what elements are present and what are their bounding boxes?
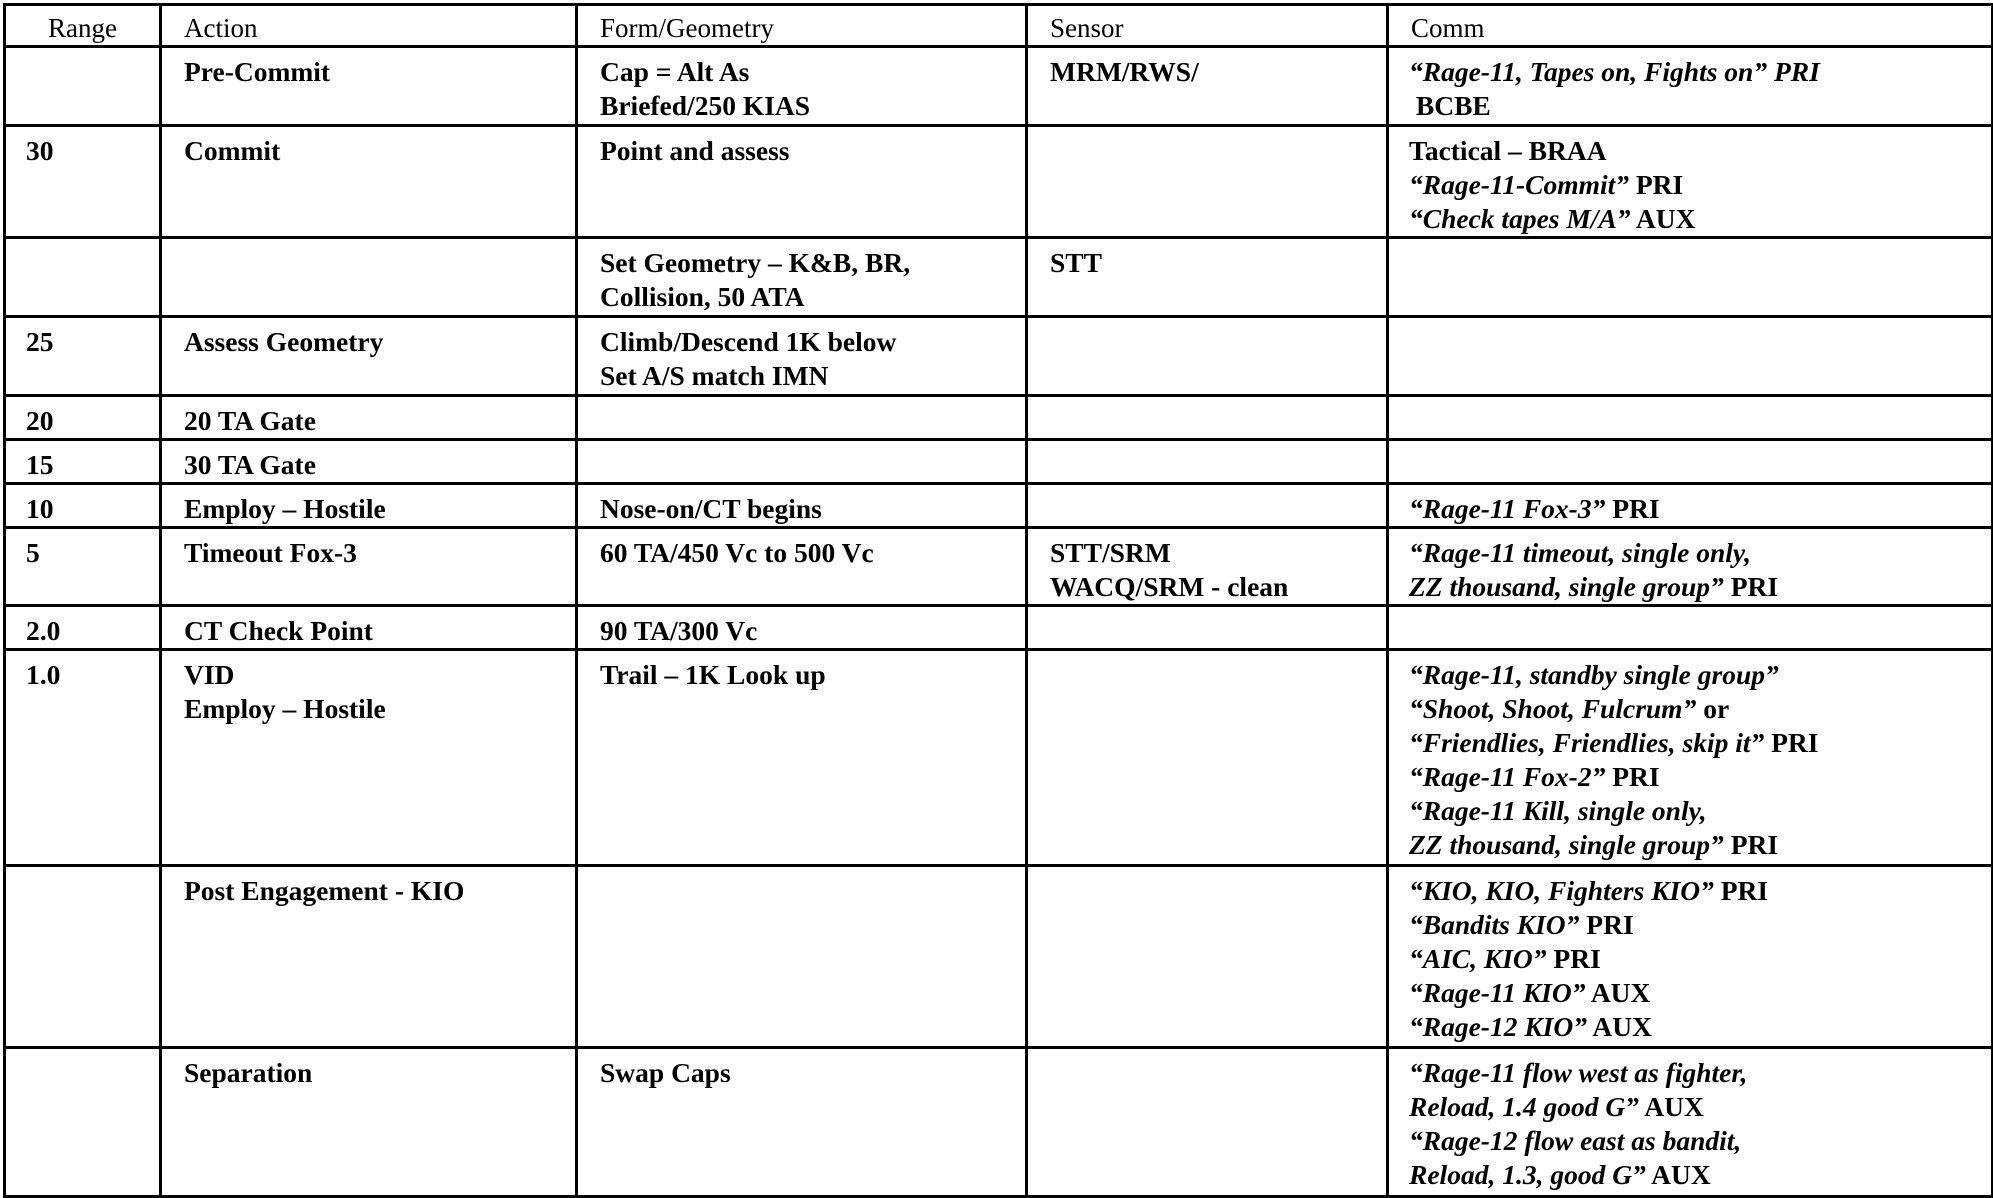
- action-cell: [161, 396, 577, 440]
- comm-line: [1409, 55, 1991, 89]
- header-comm: Comm: [1388, 5, 1993, 47]
- form-geometry-cell: [577, 1048, 1027, 1197]
- quoted-call: “Friendlies, Friendlies, skip it”: [1409, 727, 1765, 758]
- channel-label: AUX: [1587, 1011, 1652, 1042]
- cell-line: Separation: [184, 1057, 313, 1088]
- action-cell: [161, 484, 577, 528]
- comm-line: [1409, 202, 1991, 236]
- table-row: [5, 126, 1993, 238]
- action-cell: [161, 606, 577, 650]
- sensor-cell: [1027, 238, 1388, 317]
- comm-line: [1409, 908, 1991, 942]
- cell-line: STT/SRM: [1050, 537, 1171, 568]
- table-row: [5, 396, 1993, 440]
- action-cell: [161, 650, 577, 866]
- range-cell: [5, 396, 161, 440]
- quoted-call: “Rage-11 Fox-3”: [1409, 493, 1606, 524]
- cell-line: VID: [184, 659, 235, 690]
- form-geometry-cell: [577, 866, 1027, 1048]
- action-cell: [161, 528, 577, 606]
- sensor-cell: [1027, 47, 1388, 126]
- quoted-call: “Shoot, Shoot, Fulcrum”: [1409, 693, 1697, 724]
- sensor-cell: [1027, 317, 1388, 396]
- quoted-call: “KIO, KIO, Fighters KIO”: [1409, 875, 1714, 906]
- header-action: Action: [161, 5, 577, 47]
- quoted-call: “Rage-11 timeout, single only,: [1409, 537, 1751, 568]
- sensor-cell: [1027, 484, 1388, 528]
- cell-line: Point and assess: [600, 135, 790, 166]
- channel-label: AUX: [1630, 203, 1696, 234]
- cell-line: 1.0: [26, 659, 61, 690]
- comm-cell: [1388, 606, 1993, 650]
- table-row: [5, 238, 1993, 317]
- sensor-cell: [1027, 866, 1388, 1048]
- range-cell: [5, 126, 161, 238]
- channel-label: Tactical – BRAA: [1409, 135, 1607, 166]
- comm-line: [1409, 976, 1991, 1010]
- form-geometry-cell: [577, 47, 1027, 126]
- quoted-call: “Rage-11 flow west as fighter,: [1409, 1057, 1748, 1088]
- table-row: [5, 484, 1993, 528]
- cell-line: 30: [26, 135, 54, 166]
- cell-line: Post Engagement - KIO: [184, 875, 465, 906]
- range-cell: [5, 528, 161, 606]
- range-cell: [5, 238, 161, 317]
- comm-line: [1409, 692, 1991, 726]
- cell-line: 20: [26, 405, 54, 436]
- cell-line: CT Check Point: [184, 615, 373, 646]
- action-cell: [161, 238, 577, 317]
- cell-line: 20 TA Gate: [184, 405, 316, 436]
- comm-line: [1409, 942, 1991, 976]
- comm-cell: [1388, 47, 1993, 126]
- sensor-cell: [1027, 606, 1388, 650]
- form-geometry-cell: [577, 126, 1027, 238]
- cell-line: Climb/Descend 1K below: [600, 326, 897, 357]
- comm-cell: [1388, 126, 1993, 238]
- comm-cell: [1388, 650, 1993, 866]
- cell-line: Cap = Alt As: [600, 56, 750, 87]
- cell-line: 60 TA/450 Vc to 500 Vc: [600, 537, 874, 568]
- channel-label: PRI: [1723, 829, 1779, 860]
- channel-label: PRI: [1723, 571, 1779, 602]
- comm-cell: [1388, 238, 1993, 317]
- action-cell: [161, 317, 577, 396]
- cell-line: Assess Geometry: [184, 326, 384, 357]
- range-cell: [5, 47, 161, 126]
- channel-label: AUX: [1585, 977, 1651, 1008]
- form-geometry-cell: [577, 606, 1027, 650]
- cell-line: 30 TA Gate: [184, 449, 316, 480]
- cell-line: Employ – Hostile: [184, 693, 386, 724]
- comm-cell: [1388, 317, 1993, 396]
- quoted-call: “AIC, KIO”: [1409, 943, 1547, 974]
- cell-line: WACQ/SRM - clean: [1050, 571, 1289, 602]
- cell-line: 2.0: [26, 615, 61, 646]
- comm-line: [1409, 794, 1991, 828]
- cell-line: 90 TA/300 Vc: [600, 615, 758, 646]
- table-row: [5, 528, 1993, 606]
- quoted-call: “Rage-12 flow east as bandit,: [1409, 1125, 1742, 1156]
- engagement-table: [3, 3, 1993, 1198]
- sensor-cell: [1027, 440, 1388, 484]
- header-sensor: Sensor: [1027, 5, 1388, 47]
- comm-line: [1409, 570, 1991, 604]
- table-row: [5, 1048, 1993, 1197]
- cell-line: Pre-Commit: [184, 56, 331, 87]
- cell-line: Collision, 50 ATA: [600, 281, 805, 312]
- cell-line: Trail – 1K Look up: [600, 659, 826, 690]
- table-row: [5, 606, 1993, 650]
- comm-line: [1409, 874, 1991, 908]
- table-row: [5, 440, 1993, 484]
- cell-line: Employ – Hostile: [184, 493, 386, 524]
- quoted-call: “Rage-11, Tapes on, Fights on” PRI: [1409, 56, 1820, 87]
- quoted-call: Reload, 1.4 good G”: [1409, 1091, 1639, 1122]
- table-row: [5, 866, 1993, 1048]
- table-row: [5, 317, 1993, 396]
- channel-label: PRI: [1764, 727, 1819, 758]
- quoted-call: “Rage-11, standby single group”: [1409, 659, 1779, 690]
- comm-line: [1409, 1124, 1991, 1158]
- cell-line: 5: [26, 537, 40, 568]
- quoted-call: ZZ thousand, single group”: [1409, 829, 1724, 860]
- range-cell: [5, 606, 161, 650]
- channel-label: or: [1696, 693, 1730, 724]
- quoted-call: “Rage-11 Kill, single only,: [1409, 795, 1707, 826]
- comm-line: [1409, 89, 1991, 123]
- channel-label: PRI: [1546, 943, 1601, 974]
- comm-cell: [1388, 440, 1993, 484]
- cell-line: 10: [26, 493, 54, 524]
- comm-line: [1409, 828, 1991, 862]
- form-geometry-cell: [577, 317, 1027, 396]
- range-cell: [5, 484, 161, 528]
- comm-line: [1409, 168, 1991, 202]
- action-cell: [161, 47, 577, 126]
- header-form-geometry: Form/Geometry: [577, 5, 1027, 47]
- form-geometry-cell: [577, 440, 1027, 484]
- channel-label: PRI: [1605, 493, 1660, 524]
- cell-line: 25: [26, 326, 54, 357]
- sensor-cell: [1027, 126, 1388, 238]
- cell-line: Nose-on/CT begins: [600, 493, 822, 524]
- sensor-cell: [1027, 650, 1388, 866]
- table-row: [5, 650, 1993, 866]
- table-row: [5, 47, 1993, 126]
- comm-cell: [1388, 528, 1993, 606]
- comm-cell: [1388, 396, 1993, 440]
- form-geometry-cell: [577, 484, 1027, 528]
- comm-line: [1409, 726, 1991, 760]
- form-geometry-cell: [577, 528, 1027, 606]
- comm-line: [1409, 492, 1991, 526]
- quoted-call: ZZ thousand, single group”: [1409, 571, 1724, 602]
- comm-cell: [1388, 1048, 1993, 1197]
- channel-label: PRI: [1605, 761, 1660, 792]
- sensor-cell: [1027, 1048, 1388, 1197]
- action-cell: [161, 440, 577, 484]
- comm-line: [1409, 1056, 1991, 1090]
- action-cell: [161, 126, 577, 238]
- quoted-call: Reload, 1.3, good G”: [1409, 1159, 1646, 1190]
- comm-cell: [1388, 866, 1993, 1048]
- quoted-call: “Bandits KIO”: [1409, 909, 1580, 940]
- form-geometry-cell: [577, 650, 1027, 866]
- channel-label: BCBE: [1409, 90, 1491, 121]
- cell-line: MRM/RWS/: [1050, 56, 1199, 87]
- form-geometry-cell: [577, 238, 1027, 317]
- cell-line: Commit: [184, 135, 281, 166]
- form-geometry-cell: [577, 396, 1027, 440]
- quoted-call: “Rage-12 KIO”: [1409, 1011, 1587, 1042]
- quoted-call: “Rage-11 Fox-2”: [1409, 761, 1606, 792]
- range-cell: [5, 650, 161, 866]
- cell-line: Briefed/250 KIAS: [600, 90, 811, 121]
- sensor-cell: [1027, 528, 1388, 606]
- header-range: Range: [5, 5, 161, 47]
- cell-line: Swap Caps: [600, 1057, 731, 1088]
- range-cell: [5, 1048, 161, 1197]
- cell-line: 15: [26, 449, 54, 480]
- sensor-cell: [1027, 396, 1388, 440]
- comm-line: [1409, 1158, 1991, 1192]
- cell-line: Set Geometry – K&B, BR,: [600, 247, 911, 278]
- channel-label: AUX: [1645, 1159, 1711, 1190]
- comm-line: [1409, 760, 1991, 794]
- comm-line: [1409, 1010, 1991, 1044]
- quoted-call: “Rage-11-Commit”: [1409, 169, 1629, 200]
- comm-line: [1409, 536, 1991, 570]
- comm-line: [1409, 658, 1991, 692]
- channel-label: PRI: [1713, 875, 1769, 906]
- comm-line: [1409, 1090, 1991, 1124]
- cell-line: Set A/S match IMN: [600, 360, 829, 391]
- comm-cell: [1388, 484, 1993, 528]
- range-cell: [5, 440, 161, 484]
- table-body: [5, 47, 1993, 1197]
- channel-label: PRI: [1579, 909, 1634, 940]
- range-cell: [5, 866, 161, 1048]
- range-cell: [5, 317, 161, 396]
- cell-line: Timeout Fox-3: [184, 537, 357, 568]
- quoted-call: “Rage-11 KIO”: [1409, 977, 1586, 1008]
- channel-label: PRI: [1629, 169, 1684, 200]
- channel-label: AUX: [1638, 1091, 1704, 1122]
- comm-line: [1409, 134, 1991, 168]
- quoted-call: “Check tapes M/A”: [1409, 203, 1631, 234]
- cell-line: STT: [1050, 247, 1102, 278]
- action-cell: [161, 866, 577, 1048]
- action-cell: [161, 1048, 577, 1197]
- header-row: [5, 5, 1993, 47]
